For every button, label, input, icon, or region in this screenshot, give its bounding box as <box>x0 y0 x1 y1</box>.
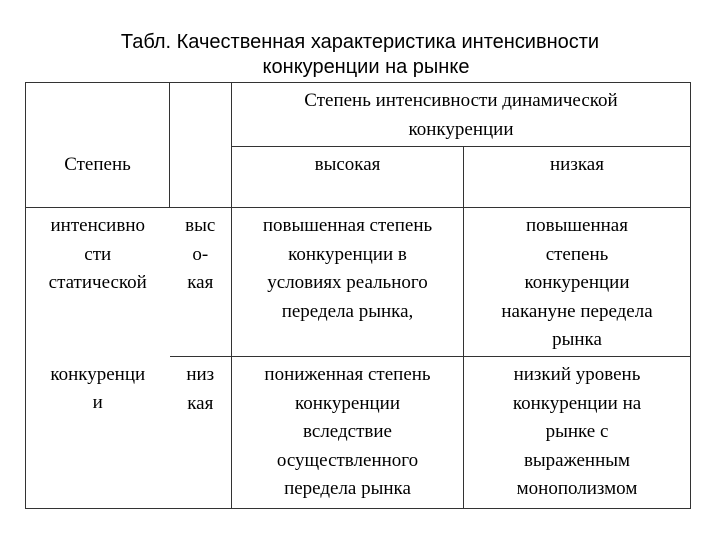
row1-high-cell <box>232 208 464 357</box>
caption-line-2: конкуренции на рынке <box>262 56 470 78</box>
row1-low-text: повышенная степень конкуренции накануне передела рынка <box>501 215 653 350</box>
row2-high-cell <box>232 357 464 509</box>
header-low-cell <box>464 147 691 208</box>
row2-label-cell <box>26 357 170 509</box>
row2-low-text: низкий уровень конкуренции на рынке с выраженным монополизмом <box>512 364 642 499</box>
row1-level: выс о- кая <box>185 215 216 293</box>
header-low-label: низкая <box>550 154 604 175</box>
row2-level-cell <box>170 357 232 509</box>
header-high-cell <box>232 147 464 208</box>
table-row <box>26 208 691 357</box>
header-stepen-cell <box>26 147 170 208</box>
table-caption <box>0 30 720 80</box>
row2-low-cell <box>464 357 691 509</box>
row1-high-text: повышенная степень конкуренции в условиях реального передела рынка, <box>262 215 433 322</box>
competition-intensity-table <box>25 82 691 509</box>
row1-label: интенсивно сти статической <box>48 215 147 293</box>
row1-low-cell <box>464 208 691 357</box>
header-level-cell <box>170 147 232 208</box>
row2-high-text: пониженная степень конкуренции вследствие осуществленного передела рынка <box>264 364 431 499</box>
table-row <box>26 357 691 509</box>
row1-level-cell <box>170 208 232 357</box>
header-corner-left <box>26 83 170 147</box>
header-dynamic-competition <box>232 83 691 147</box>
header-high-label: высокая <box>314 154 381 175</box>
row2-label: конкуренци и <box>50 363 146 413</box>
row1-label-cell <box>26 208 170 357</box>
row2-level: низ кая <box>186 364 215 414</box>
header-corner-level <box>170 83 232 147</box>
header-dynamic-label: Степень интенсивности динамической конкуренции <box>304 90 618 140</box>
header-stepen-label: Степень <box>64 153 131 175</box>
caption-line-1: Табл. Качественная характеристика интенсивности <box>120 31 600 53</box>
